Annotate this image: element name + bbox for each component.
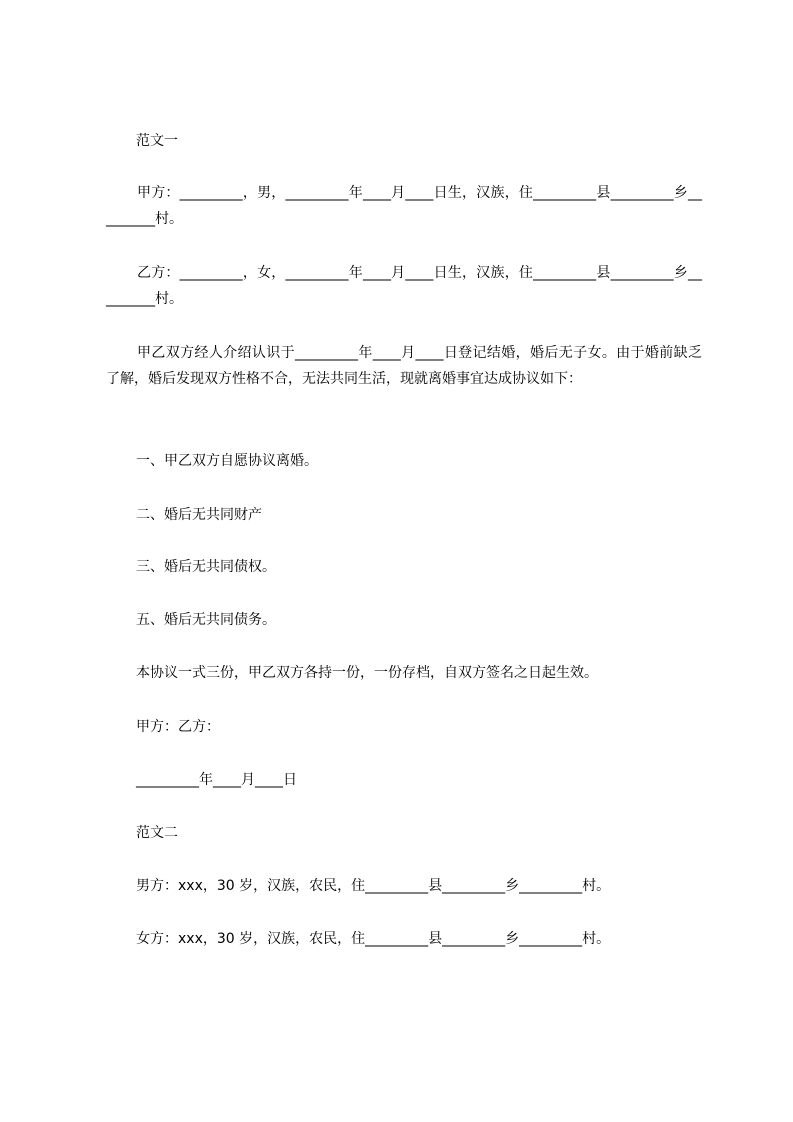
- copies-statement: 本协议一式三份，甲乙双方各持一份，一份存档，自双方签名之日起生效。: [136, 665, 598, 681]
- intro-paragraph: 甲乙双方经人介绍认识于_________年____月____日登记结婚，婚后无子女。由于婚前缺乏了解，婚后发现双方性格不合，无法共同生活，现就离婚事宜达成协议如下：: [106, 345, 702, 387]
- man-info-line: 男方：xxx，30 岁，汉族，农民，住_________县_________乡_________村。: [136, 878, 611, 894]
- section-heading-2: 范文二: [136, 825, 178, 841]
- clause-item: 三、婚后无共同债权。: [136, 559, 276, 575]
- clause-item: 一、甲乙双方自愿协议离婚。: [136, 453, 318, 469]
- woman-info-line: 女方：xxx，30 岁，汉族，农民，住_________县_________乡_________村。: [136, 931, 611, 947]
- date-line: _________年____月____日: [136, 772, 297, 788]
- clause-item: 五、婚后无共同债务。: [136, 612, 276, 628]
- party-a-paragraph: 甲方：_________，男，_________年____月____日生，汉族，住_________县_________乡_________村。: [106, 185, 702, 227]
- section-heading-1: 范文一: [136, 133, 178, 149]
- clause-item: 二、婚后无共同财产: [136, 507, 262, 523]
- signature-line: 甲方：乙方：: [136, 719, 220, 735]
- party-b-paragraph: 乙方：_________，女，_________年____月____日生，汉族，住_________县_________乡_________村。: [106, 265, 702, 307]
